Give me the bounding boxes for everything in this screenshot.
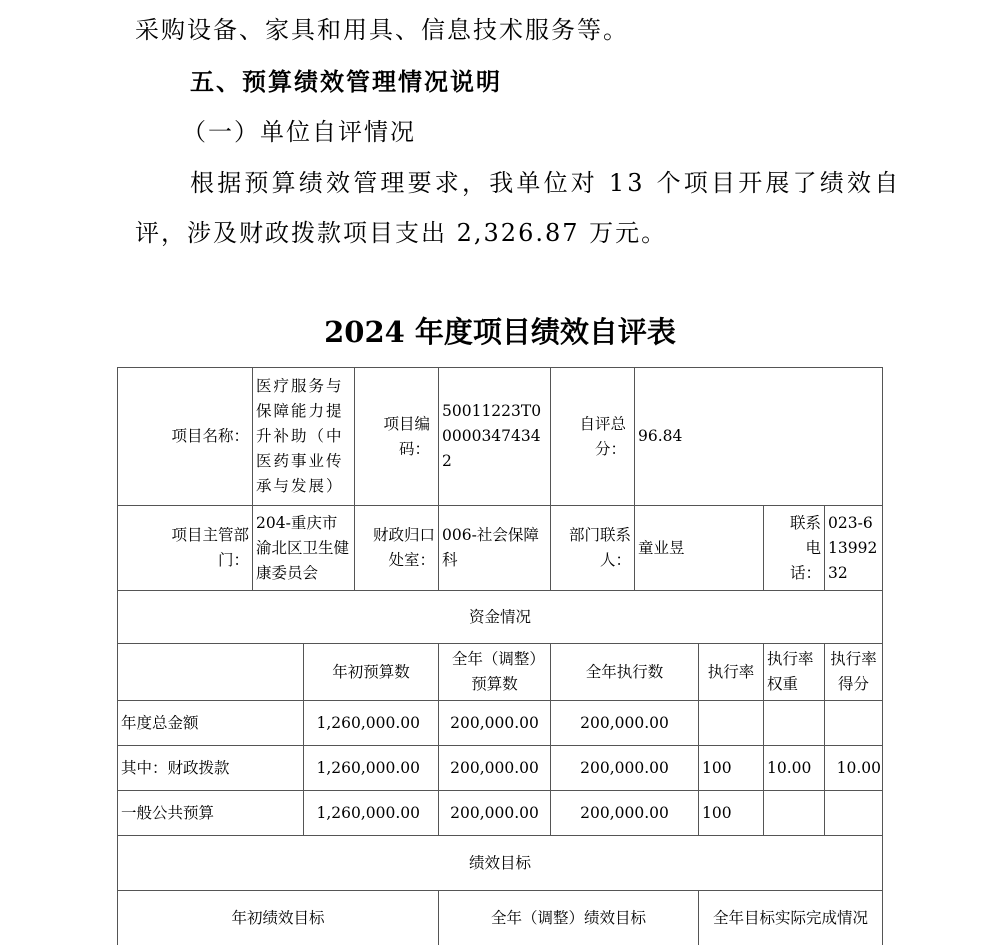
col-header: 全年（调整）预算数 — [438, 643, 551, 701]
blank-header — [117, 643, 304, 701]
paragraph-line: 评，涉及财政拨款项目支出 2,326.87 万元。 — [135, 219, 668, 247]
cell-weight: 10.00 — [763, 745, 825, 791]
funds-header: 资金情况 — [117, 590, 883, 644]
self-score: 96.84 — [634, 367, 883, 506]
cell-score: 10.00 — [824, 745, 883, 791]
cell-adj: 200,000.00 — [438, 745, 551, 791]
project-code-label: 项目编码： — [354, 367, 439, 506]
cell-weight — [763, 790, 825, 836]
project-name-label: 项目名称： — [117, 367, 253, 506]
cell-rate — [698, 700, 764, 746]
cell-weight — [763, 700, 825, 746]
col-header: 执行率得分 — [824, 643, 883, 701]
cell-init: 1,260,000.00 — [303, 745, 439, 791]
dept: 204-重庆市渝北区卫生健康委员会 — [252, 505, 355, 591]
project-code: 50011223T000003474342 — [438, 367, 551, 506]
col-header: 年初预算数 — [303, 643, 439, 701]
finance-office: 006-社会保障科 — [438, 505, 551, 591]
contact-label: 部门联系人： — [550, 505, 635, 591]
paragraph-line: 采购设备、家具和用具、信息技术服务等。 — [135, 16, 629, 44]
row-label: 其中：财政拨款 — [117, 745, 304, 791]
col-header: 全年执行数 — [550, 643, 699, 701]
cell-init: 1,260,000.00 — [303, 700, 439, 746]
paragraph-line: 根据预算绩效管理要求，我单位对 13 个项目开展了绩效自 — [190, 169, 902, 197]
dept-label: 项目主管部门： — [117, 505, 253, 591]
phone: 023-61399232 — [824, 505, 883, 591]
row-label: 一般公共预算 — [117, 790, 304, 836]
cell-exec: 200,000.00 — [550, 700, 699, 746]
col-header: 执行率权重 — [763, 643, 825, 701]
col-header: 执行率 — [698, 643, 764, 701]
contact-person: 童业昱 — [634, 505, 764, 591]
cell-score — [824, 700, 883, 746]
cell-adj: 200,000.00 — [438, 700, 551, 746]
perf-col-header: 年初绩效目标 — [117, 890, 439, 945]
section-heading: 五、预算绩效管理情况说明 — [190, 68, 502, 96]
phone-label: 联系电话： — [763, 505, 825, 591]
cell-score — [824, 790, 883, 836]
row-label: 年度总金额 — [117, 700, 304, 746]
perf-header: 绩效目标 — [117, 835, 883, 891]
cell-rate: 100 — [698, 745, 764, 791]
project-name: 医疗服务与保障能力提升补助（中医药事业传承与发展） — [252, 367, 355, 506]
cell-rate: 100 — [698, 790, 764, 836]
score-label: 自评总分： — [550, 367, 635, 506]
perf-col-header: 全年目标实际完成情况 — [698, 890, 883, 945]
cell-init: 1,260,000.00 — [303, 790, 439, 836]
cell-exec: 200,000.00 — [550, 745, 699, 791]
cell-exec: 200,000.00 — [550, 790, 699, 836]
finance-label: 财政归口处室： — [354, 505, 439, 591]
cell-adj: 200,000.00 — [438, 790, 551, 836]
subsection-heading: （一）单位自评情况 — [182, 118, 416, 146]
table-title: 2024 年度项目绩效自评表 — [324, 315, 676, 349]
perf-col-header: 全年（调整）绩效目标 — [438, 890, 699, 945]
